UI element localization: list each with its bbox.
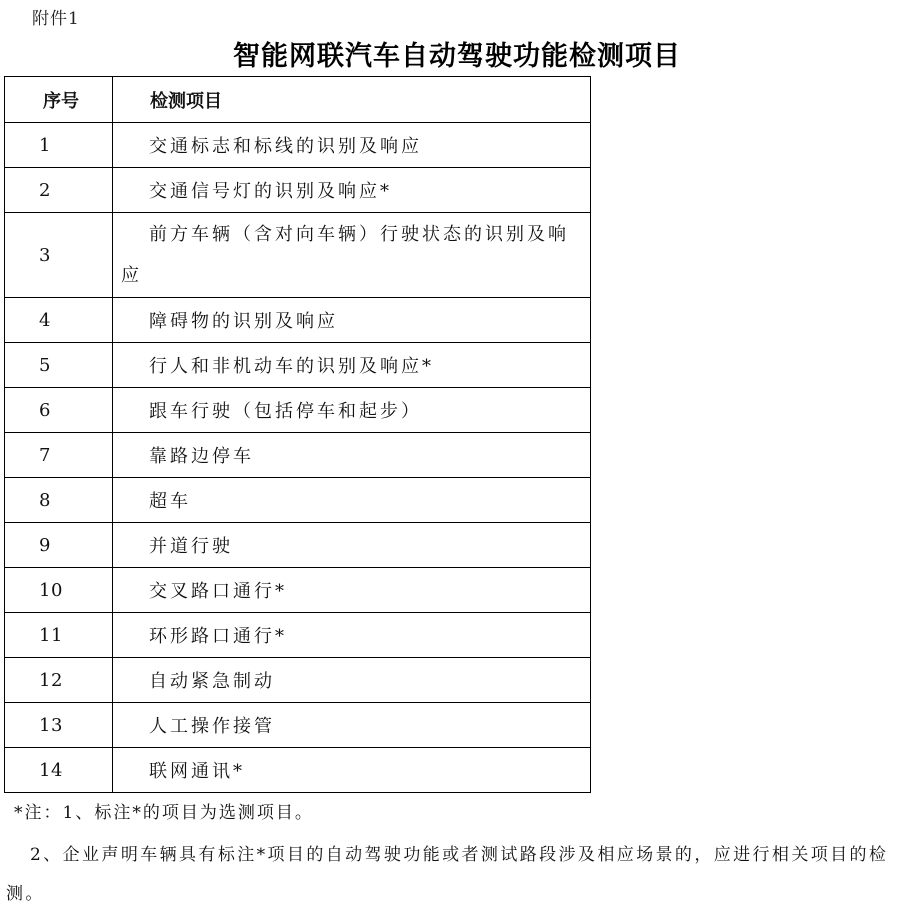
- row-inspection-item: 前方车辆（含对向车辆）行驶状态的识别及响应: [113, 213, 591, 298]
- row-serial-number: 3: [5, 213, 113, 298]
- header-inspection-item: 检测项目: [113, 77, 591, 123]
- row-inspection-item: 自动紧急制动: [113, 658, 591, 703]
- attachment-label: 附件1: [32, 9, 80, 29]
- row-inspection-item: 行人和非机动车的识别及响应*: [113, 343, 591, 388]
- table-row: [5, 343, 591, 388]
- row-serial-number: 10: [5, 568, 113, 613]
- row-serial-number: 7: [5, 433, 113, 478]
- row-serial-number: 8: [5, 478, 113, 523]
- row-inspection-item: 跟车行驶（包括停车和起步）: [113, 388, 591, 433]
- table-row: [5, 388, 591, 433]
- row-inspection-item: 交通标志和标线的识别及响应: [113, 123, 591, 168]
- header-serial-number: 序号: [5, 77, 113, 123]
- row-serial-number: 12: [5, 658, 113, 703]
- table-row: [5, 658, 591, 703]
- table-row: [5, 748, 591, 793]
- row-inspection-item: 超车: [113, 478, 591, 523]
- row-inspection-item: 交通信号灯的识别及响应*: [113, 168, 591, 213]
- row-serial-number: 14: [5, 748, 113, 793]
- table-row: [5, 478, 591, 523]
- row-inspection-item: 人工操作接管: [113, 703, 591, 748]
- row-inspection-item: 障碍物的识别及响应: [113, 298, 591, 343]
- table-header-row: [5, 77, 591, 123]
- table-row: [5, 613, 591, 658]
- footnote-declaration: 2、企业声明车辆具有标注*项目的自动驾驶功能或者测试路段涉及相应场景的，应进行相关项目的检测。: [6, 845, 889, 904]
- table-row: [5, 523, 591, 568]
- row-serial-number: 4: [5, 298, 113, 343]
- row-serial-number: 1: [5, 123, 113, 168]
- table-row: [5, 568, 591, 613]
- inspection-items-table: [4, 76, 591, 793]
- row-serial-number: 5: [5, 343, 113, 388]
- row-serial-number: 6: [5, 388, 113, 433]
- table-row: [5, 168, 591, 213]
- footnote-optional-items: *注：1、标注*的项目为选测项目。: [14, 803, 314, 823]
- page-title: 智能网联汽车自动驾驶功能检测项目: [233, 41, 681, 72]
- row-serial-number: 9: [5, 523, 113, 568]
- row-inspection-item: 靠路边停车: [113, 433, 591, 478]
- table-row: [5, 703, 591, 748]
- table-row: [5, 298, 591, 343]
- row-serial-number: 2: [5, 168, 113, 213]
- row-inspection-item: 环形路口通行*: [113, 613, 591, 658]
- row-serial-number: 13: [5, 703, 113, 748]
- row-inspection-item: 联网通讯*: [113, 748, 591, 793]
- table-row: [5, 433, 591, 478]
- row-inspection-item: 并道行驶: [113, 523, 591, 568]
- row-serial-number: 11: [5, 613, 113, 658]
- table-row: [5, 123, 591, 168]
- row-inspection-item: 交叉路口通行*: [113, 568, 591, 613]
- table-row: [5, 213, 591, 298]
